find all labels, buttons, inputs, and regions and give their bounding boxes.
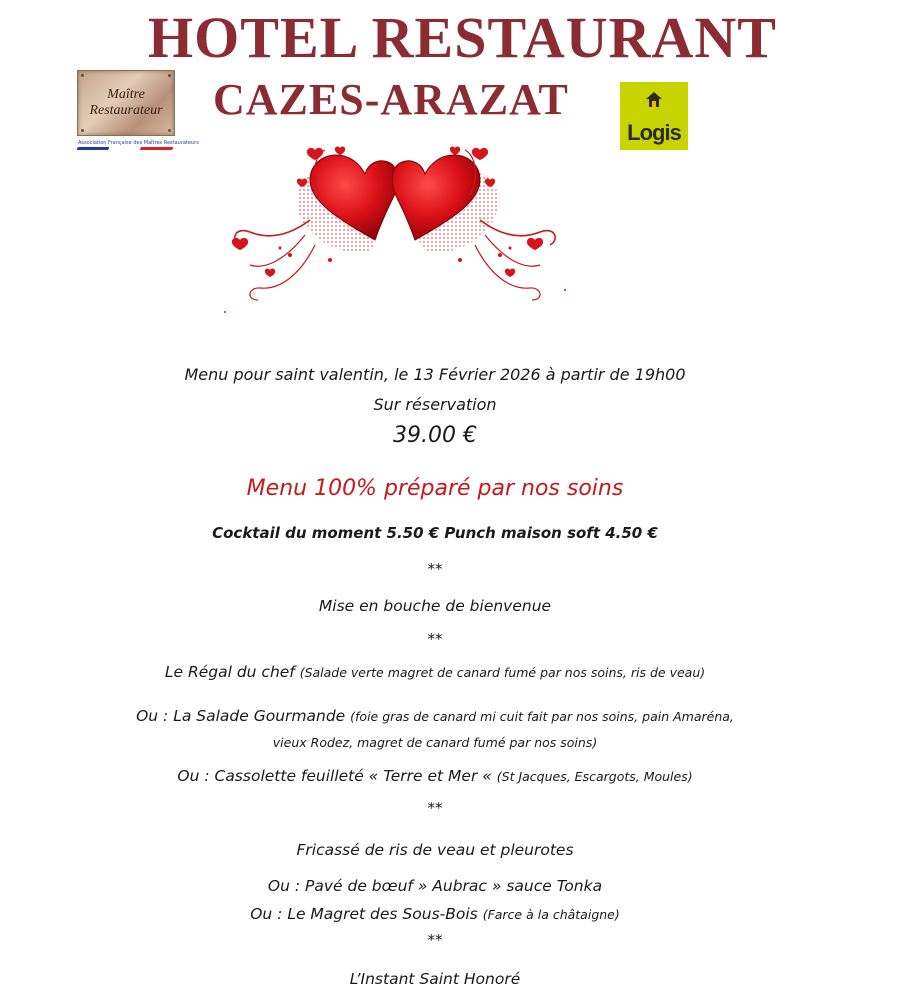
- main-3-desc: (Farce à la châtaigne): [482, 907, 620, 922]
- starter-2-desc-b: vieux Rodez, magret de canard fumé par nos soins): [272, 735, 598, 750]
- maitre-caption: Association Française des Maîtres Restaurateurs: [78, 140, 199, 146]
- course-separator: **: [427, 630, 443, 648]
- reservation-note: Sur réservation: [373, 395, 497, 414]
- menu-tagline: Menu 100% préparé par nos soins: [246, 476, 624, 501]
- amuse-bouche: Mise en bouche de bienvenue: [318, 597, 552, 615]
- logis-text: Logis: [627, 120, 681, 145]
- course-separator: **: [427, 931, 443, 949]
- main-1: Fricassé de ris de veau et pleurotes: [296, 841, 574, 859]
- starter-2-name: Ou : La Salade Gourmande: [136, 707, 351, 725]
- maitre-restaurateur-plaque: [77, 70, 175, 136]
- starter-3-desc: (St Jacques, Escargots, Moules): [496, 769, 693, 784]
- starter-1-desc: (Salade verte magret de canard fumé par nos soins, ris de veau): [299, 665, 706, 680]
- logis-logo: [620, 82, 688, 150]
- course-separator: **: [427, 799, 443, 817]
- starter-1: [0, 663, 870, 681]
- starter-2-desc-a: (foie gras de canard mi cuit fait par nos soins, pain Amaréna,: [350, 709, 734, 724]
- main-2: Ou : Pavé de bœuf » Aubrac » sauce Tonka: [267, 877, 603, 895]
- starter-3: [0, 767, 870, 785]
- maitre-line-1: Maître: [107, 87, 145, 102]
- restaurant-name: CAZES-ARAZAT: [213, 75, 569, 124]
- menu-price: 39.00 €: [393, 423, 477, 448]
- menu-intro: Menu pour saint valentin, le 13 Février 2026 à partir de 19h00: [184, 365, 686, 384]
- course-separator: **: [427, 560, 443, 578]
- valentine-hearts-illustration: [210, 140, 580, 320]
- dessert: L’Instant Saint Honoré: [349, 970, 521, 988]
- drinks-line: Cocktail du moment 5.50 € Punch maison soft 4.50 €: [212, 524, 658, 542]
- maitre-line-2: Restaurateur: [89, 103, 163, 118]
- logis-house-icon: [644, 90, 664, 110]
- tricolor-swoosh: [76, 147, 173, 150]
- main-3: [0, 905, 870, 923]
- maitre-restaurateur-logo: [77, 70, 199, 150]
- starter-3-name: Ou : Cassolette feuilleté « Terre et Mer «: [177, 767, 497, 785]
- main-3-name: Ou : Le Magret des Sous-Bois: [250, 905, 483, 923]
- starter-2: [0, 707, 870, 725]
- page-title: HOTEL RESTAURANT: [148, 5, 777, 70]
- starter-1-name: Le Régal du chef: [164, 663, 300, 681]
